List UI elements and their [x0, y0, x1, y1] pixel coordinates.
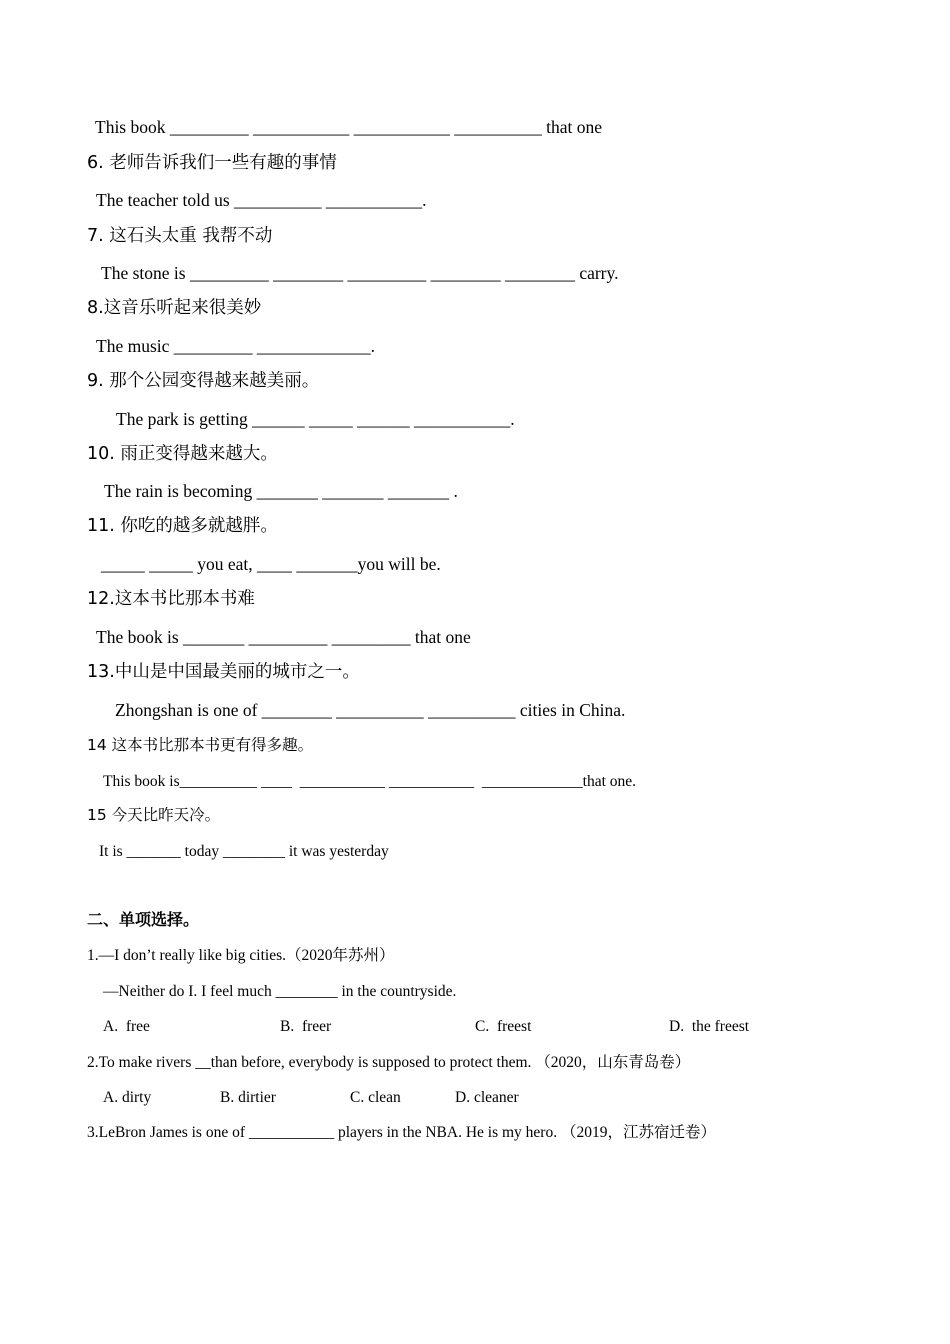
- q2-option-d: D. cleaner: [455, 1089, 519, 1106]
- item-15-sentence: It is _______ today ________ it was yesterday: [99, 843, 389, 860]
- item-7-sentence: The stone is _________ ________ _________ ________ ________ carry.: [101, 263, 619, 283]
- item-14-prompt: 14 这本书比那本书更有得多趣。: [87, 736, 314, 754]
- item-6-prompt: 6. 老师告诉我们一些有趣的事情: [87, 153, 337, 173]
- q1-stem: 1.—I don’t really like big cities.（2020年苏州）: [87, 947, 395, 964]
- item-8-prompt: 8.这音乐听起来很美妙: [87, 298, 262, 318]
- item-12-prompt: 12.这本书比那本书难: [87, 589, 255, 609]
- item-9-prompt: 9. 那个公园变得越来越美丽。: [87, 371, 320, 391]
- item-13-sentence: Zhongshan is one of ________ __________ __________ cities in China.: [115, 700, 626, 720]
- item-11-prompt: 11. 你吃的越多就越胖。: [87, 516, 278, 536]
- item-10-sentence: The rain is becoming _______ _______ _______ .: [104, 481, 458, 501]
- q1-option-b: B. freer: [280, 1018, 332, 1035]
- item-8-sentence: The music _________ _____________.: [96, 336, 376, 356]
- q2-stem: 2.To make rivers __than before, everybody is supposed to protect them. （2020，山东青岛卷）: [87, 1054, 691, 1071]
- item-11-sentence: _____ _____ you eat, ____ _______you will be.: [101, 554, 441, 574]
- q1-option-a: A. free: [103, 1018, 150, 1035]
- section-heading: 二、单项选择。: [87, 910, 200, 929]
- item-12-sentence: The book is _______ _________ _________ that one: [96, 627, 471, 647]
- item-14-sentence: This book is__________ ____ ___________ ___________ _____________that one.: [103, 773, 637, 790]
- item-10-prompt: 10. 雨正变得越来越大。: [87, 444, 278, 464]
- item-5-sentence: This book _________ ___________ ___________ __________ that one: [95, 117, 602, 137]
- item-15-prompt: 15 今天比昨天冷。: [87, 806, 221, 824]
- item-13-prompt: 13.中山是中国最美丽的城市之一。: [87, 662, 360, 682]
- item-6-sentence: The teacher told us __________ ___________.: [96, 190, 427, 210]
- q2-option-b: B. dirtier: [220, 1089, 276, 1106]
- q1-option-c: C. freest: [475, 1018, 532, 1035]
- q2-option-c: C. clean: [350, 1089, 401, 1106]
- q1-line2: —Neither do I. I feel much ________ in the countryside.: [103, 983, 457, 1000]
- q2-option-a: A. dirty: [103, 1089, 152, 1106]
- item-7-prompt: 7. 这石头太重 我帮不动: [87, 226, 273, 246]
- q3-stem: 3.LeBron James is one of ___________ players in the NBA. He is my hero. （2019，江苏宿迁卷）: [87, 1124, 716, 1141]
- q1-option-d: D. the freest: [669, 1018, 750, 1035]
- item-9-sentence: The park is getting ______ _____ ______ ___________.: [116, 409, 515, 429]
